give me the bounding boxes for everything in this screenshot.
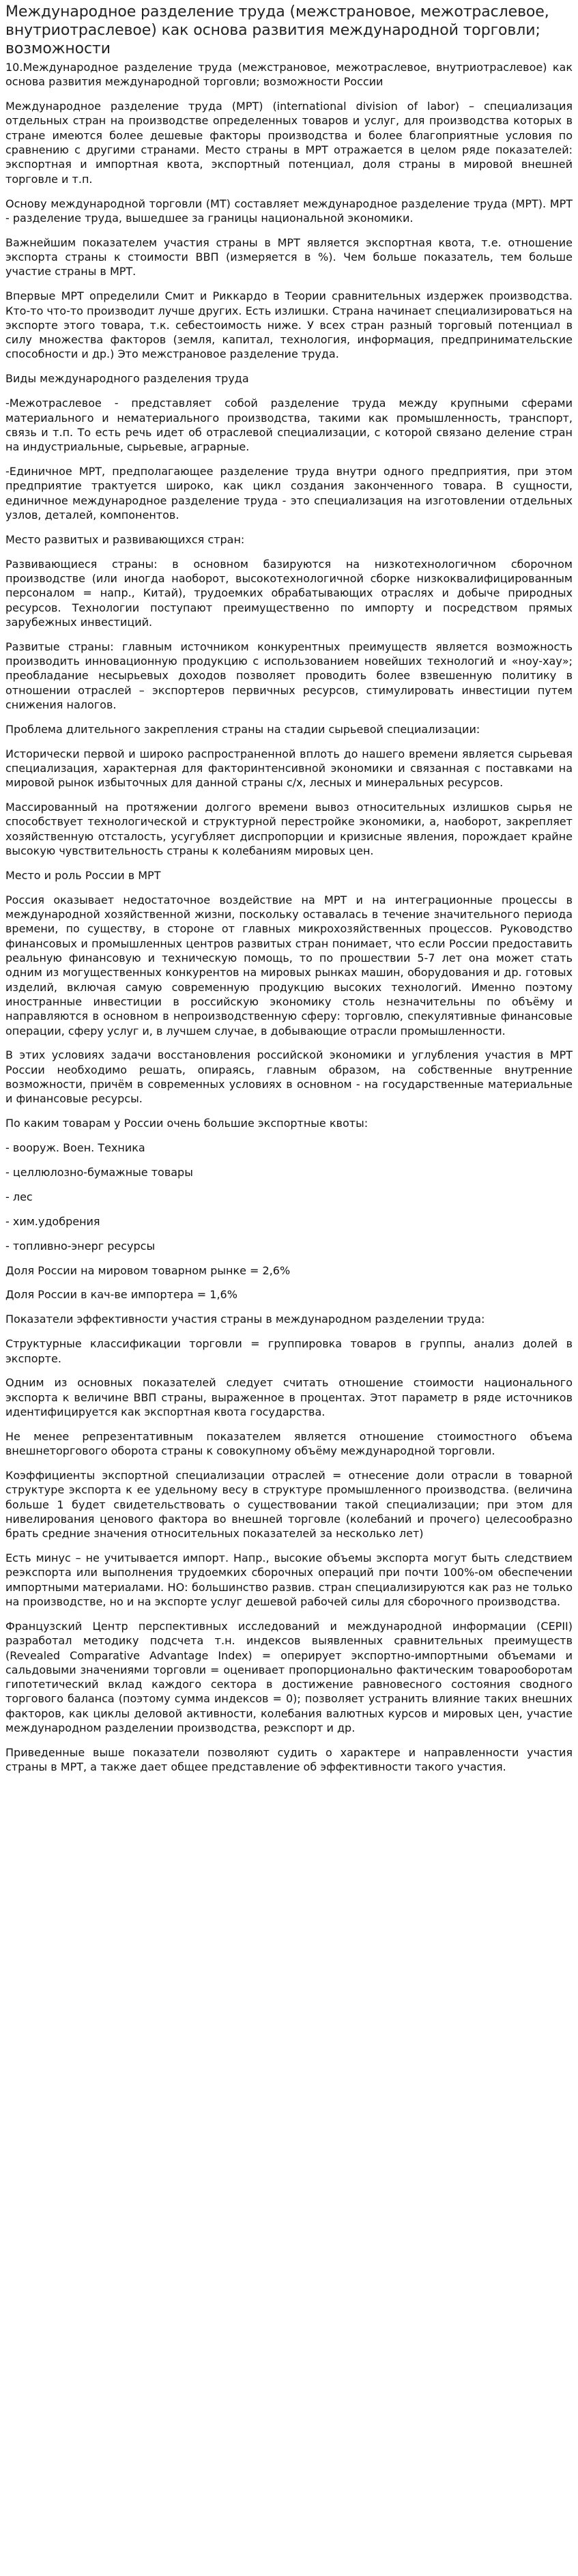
- document-title: Международное разделение труда (межстрановое, межотраслевое, внутриотраслевое) как основа развития международной торговли; возможности: [5, 3, 549, 57]
- paragraph: Приведенные выше показатели позволяют судить о характере и направленности участия страны в МРТ, а также дает общее представление об эффективности такого участия.: [5, 1745, 573, 1774]
- paragraph: Основу международной торговли (МТ) составляет международное разделение труда (МРТ). МРТ - разделение труда, вышедшее за границы национальной экономики.: [5, 197, 573, 225]
- paragraph: -Межотраслевое - представляет собой разделение труда между крупными сферами материального и нематериального производства, такими как промышленность, транспорт, связь и т.п. То есть речь идет об отраслевой специализации, с которой связано деление стран на индустриальные, сырьевые, аграрные.: [5, 397, 573, 454]
- paragraph: Развивающиеся страны: в основном базируются на низкотехнологичном сборочном производстве (или иногда наоборот, высокотехнологичной сборке низкоквалифицированным персоналом = напр., Китай), трудоемких обрабатывающих отраслях и добыче природных ресурсов. Технологии поступают преимущественно по импорту и посредством прямых зарубежных инвестиций.: [5, 557, 573, 629]
- paragraph: - целлюлозно-бумажные товары: [5, 1165, 193, 1179]
- paragraph: Проблема длительного закрепления страны на стадии сырьевой специализации:: [5, 722, 480, 736]
- paragraph: Коэффициенты экспортной специализации отраслей = отнесение доли отрасли в товарной структуре экспорта к ее удельному весу в структуре промышленного производства. (величина больше 1 будет свидетельствовать о существовании такой специализации; при этом для нивелирования ценового фактора во внешней торговле (колебаний и прочего) целесообразно брать средние значения относительных показателей за несколько лет): [5, 1469, 573, 1541]
- paragraph: Одним из основных показателей следует считать отношение стоимости национального экспорта к величине ВВП страны, выраженное в процентах. Этот параметр в ряде источников идентифицируется как экспортная квота государства.: [5, 1376, 573, 1418]
- paragraph: Доля России в кач-ве импортера = 1,6%: [5, 1288, 237, 1302]
- paragraph: Не менее репрезентативным показателем является отношение стоимостного объема внешнеторгового оборота страны к совокупному объёму международной торговли.: [5, 1429, 573, 1458]
- paragraph: - топливно-энерг ресурсы: [5, 1239, 156, 1253]
- paragraph: Важнейшим показателем участия страны в МРТ является экспортная квота, т.е. отношение экспорта страны к стоимости ВВП (измеряется в %). Чем больше показатель, тем больше участие страны в МРТ.: [5, 235, 573, 278]
- paragraph: Доля России на мировом товарном рынке = 2,6%: [5, 1263, 291, 1277]
- paragraph: Показатели эффективности участия страны в международном разделении труда:: [5, 1313, 485, 1326]
- paragraph: - хим.удобрения: [5, 1214, 100, 1228]
- document-body: [5, 60, 573, 1775]
- paragraph: Есть минус – не учитывается импорт. Напр., высокие объемы экспорта могут быть следствием реэкспорта или выполнения трудоемких сборочных операций при почти 100%-ом обеспечении импортными материалами. НО: большинство развив. стран специализируются как раз не только на производстве, но и на экспорте услуг дешевой рабочей силы для сборочного производства.: [5, 1551, 573, 1609]
- paragraph: -Единичное МРТ, предполагающее разделение труда внутри одного предприятия, при этом предприятие трактуется широко, как цикл создания законченного товара. В сущности, единичное международное разделение труда - это специализация на изготовлении отдельных узлов, деталей, компонентов.: [5, 464, 573, 521]
- paragraph: Впервые МРТ определили Смит и Риккардо в Теории сравнительных издержек производства. Кто-то что-то производит лучше других. Есть излишки. Страна начинает специализироваться на экспорте этого товара, т.к. себестоимость ниже. У всех стран разный торговый потенциал в силу множества факторов (земля, капитал, технология, информация, предпринимательские способности и др.) Это межстрановое разделение труда.: [5, 289, 573, 361]
- paragraph: Исторически первой и широко распространенной вплоть до нашего времени является сырьевая специализация, характерная для факторинтенсивной экономики и связанная с поставками на мировой рынок избыточных для данной страны с/х, лесных и минеральных ресурсов.: [5, 747, 573, 790]
- paragraph: Развитые страны: главным источником конкурентных преимуществ является возможность производить инновационную продукцию с использованием новейших технологий и «ноу-хау»; преобладание несырьевых доходов позволяет проводить более взвешенную политику в отношении отраслей – экспортеров первичных ресурсов, стимулировать инвестиции путем снижения налогов.: [5, 640, 573, 711]
- paragraph: Структурные классификации торговли = группировка товаров в группы, анализ долей в экспорте.: [5, 1337, 573, 1365]
- paragraph: Виды международного разделения труда: [5, 372, 249, 386]
- paragraph: - лес: [5, 1190, 33, 1203]
- paragraph: По каким товарам у России очень большие экспортные квоты:: [5, 1117, 369, 1130]
- paragraph: Место и роль России в МРТ: [5, 868, 161, 882]
- paragraph: Международное разделение труда (МРТ) (international division of labor) – специализация отдельных стран на производстве определенных товаров и услуг, для производства которых в стране имеются более дешевые факторы производства и более благоприятные условия по сравнению с другими странами. Место страны в МРТ отражается в целом ряде показателей: экспортная и импортная квота, экспортный потенциал, доля страны в мировой внешней торговле и т.п.: [5, 100, 573, 186]
- paragraph: Массированный на протяжении долгого времени вывоз относительных излишков сырья не способствует технологической и структурной перестройке экономики, а, наоборот, закрепляет хозяйственную отсталость, усугубляет диспропорции и кризисные явления, порождает крайне высокую чувствительность страны к колебаниям мировых цен.: [5, 801, 573, 858]
- paragraph: В этих условиях задачи восстановления российской экономики и углубления участия в МРТ России необходимо решать, опираясь, главным образом, на собственные внутренние возможности, причём в современных условиях в основном - на государственные материальные и финансовые ресурсы.: [5, 1048, 573, 1106]
- paragraph: - вооруж. Воен. Техника: [5, 1141, 145, 1155]
- paragraph: 10.Международное разделение труда (межстрановое, межотраслевое, внутриотраслевое) как основа развития международной торговли; возможности России: [5, 61, 573, 89]
- paragraph: Место развитых и развивающихся стран:: [5, 532, 245, 546]
- paragraph: Россия оказывает недостаточное воздействие на МРТ и на интеграционные процессы в международной хозяйственной жизни, поскольку оставалась в течение значительного периода времени, по существу, в стороне от главных микрохозяйственных процессов. Руководство финансовых и промышленных центров развитых стран понимает, что если России предоставить реальную финансовую и техническую помощь, то по прошествии 5-7 лет она может стать одним из могущественных конкурентов на мировых рынках машин, оборудования и др. готовых изделий, включая самую современную продукцию высоких технологий. Именно поэтому иностранные инвестиции в российскую экономику столь незначительны по объёму и направляются в основном в непроизводственную сферу: торговлю, спекулятивные финансовые операции, сферу услуг и, в лучшем случае, в добывающие отрасли промышленности.: [5, 893, 573, 1037]
- paragraph: Французский Центр перспективных исследований и международной информации (CEPII) разработал методику подсчета т.н. индексов выявленных сравнительных преимуществ (Revealed Comparative Advantage Index) = оперирует экспортно-импортными объемами и сальдовыми значениями торговли = оценивает пропорционально фактическим товарооборотам гипотетический вклад каждого сектора в достижение равновесного состояния сводного торгового баланса (поэтому сумма индексов = 0); позволяет устранить влияние таких внешних факторов, как циклы деловой активности, колебания валютных курсов и мировых цен, участие международном разделении производства, реэкспорт и др.: [5, 1619, 573, 1735]
